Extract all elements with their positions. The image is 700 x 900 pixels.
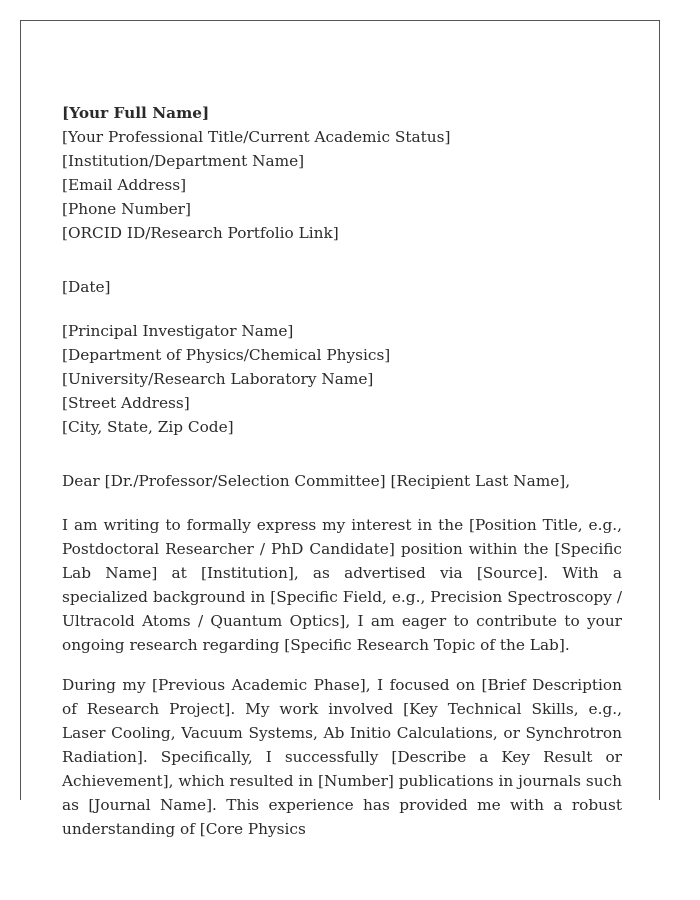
date-block (62, 275, 622, 299)
sender-block (62, 101, 622, 245)
sender-phone: [Phone Number] (62, 200, 191, 218)
sender-orcid: [ORCID ID/Research Portfolio Link] (62, 224, 339, 242)
recipient-block (62, 319, 622, 439)
salutation: Dear [Dr./Professor/Selection Committee] [Recipient Last Name], (62, 472, 571, 490)
paragraph-research: During my [Previous Academic Phase], I focused on [Brief Description of Research Project]. My work involved [Key Technical Skills, e.g., Laser Cooling, Vacuum Systems, Ab Initio Calculations, or Synchrotron Radiation]. Specifically, I successfully [Describe a Key Result or Achievement], which resulted in [Number] publications in journals such as [Journal Name]. This experience has provided me with a robust understanding of [Core Physics (62, 676, 622, 838)
sender-name: [Your Full Name] (62, 104, 210, 122)
sender-title: [Your Professional Title/Current Academic Status] (62, 128, 451, 146)
letter-body (62, 101, 622, 841)
sender-email: [Email Address] (62, 176, 187, 194)
letter-page (20, 20, 660, 838)
recipient-department: [Department of Physics/Chemical Physics] (62, 346, 391, 364)
paragraph-intro: I am writing to formally express my interest in the [Position Title, e.g., Postdoctoral Researcher / PhD Candidate] position within the [Specific Lab Name] at [Institution], as advertised via [Source]. With a specialized background in [Specific Field, e.g., Precision Spectroscopy / Ultracold Atoms / Quantum Optics], I am eager to contribute to your ongoing research regarding [Specific Research Topic of the Lab]. (62, 516, 622, 654)
sender-institution: [Institution/Department Name] (62, 152, 305, 170)
recipient-name: [Principal Investigator Name] (62, 322, 294, 340)
letter-date: [Date] (62, 278, 111, 296)
recipient-street: [Street Address] (62, 394, 190, 412)
recipient-city: [City, State, Zip Code] (62, 418, 234, 436)
recipient-university: [University/Research Laboratory Name] (62, 370, 374, 388)
